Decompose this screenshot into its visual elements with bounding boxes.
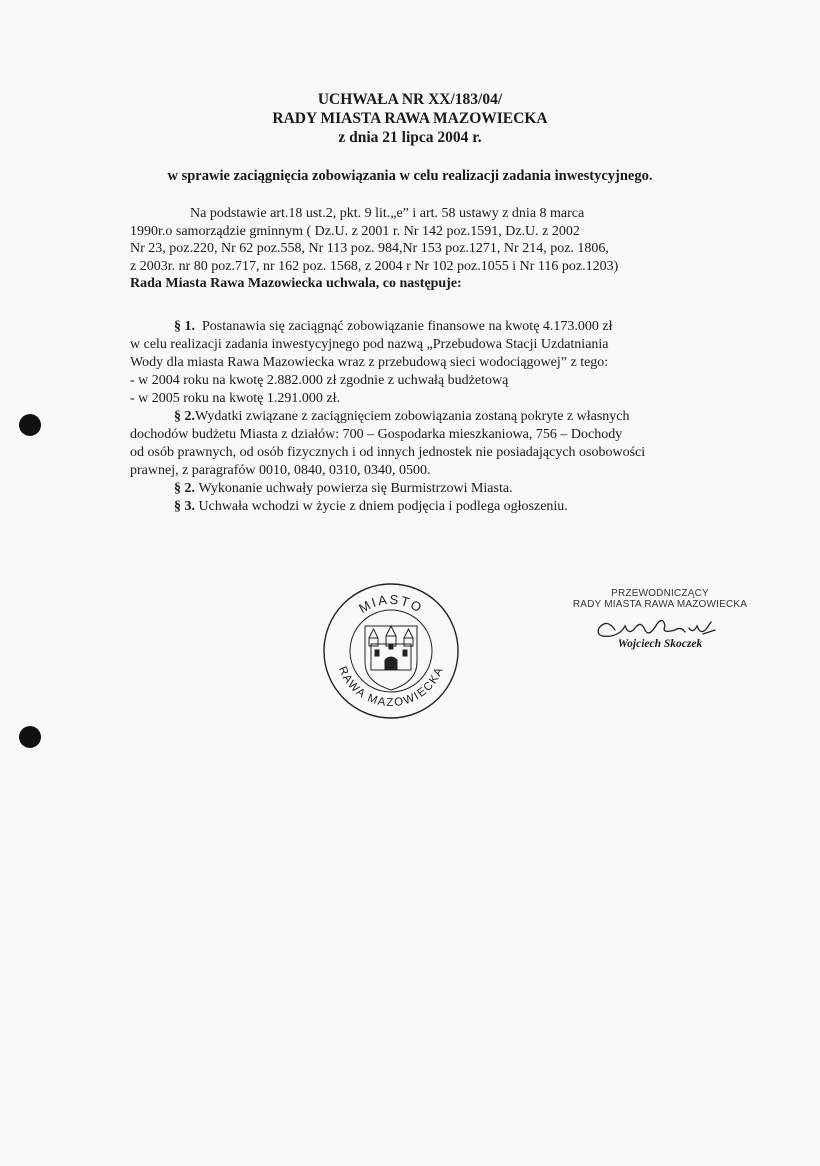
paragraph-2a-line	[130, 408, 645, 426]
basis-line: z 2003r. nr 80 poz.717, nr 162 poz. 1568, z 2004 r Nr 102 poz.1055 i Nr 116 poz.1203)	[130, 258, 619, 274]
paragraph-1-label: § 1.	[174, 319, 195, 334]
town-seal-stamp	[322, 582, 460, 720]
signature-council: RADY MIASTA RAWA MAZOWIECKA	[572, 599, 748, 610]
paragraph-2a-text: Wydatki związane z zaciągnięciem zobowiązania zostaną pokryte z własnych	[195, 409, 630, 424]
paragraph-line: od osób prawnych, od osób fizycznych i od innych jednostek nie posiadających osobowości	[130, 445, 646, 460]
signature-block	[540, 588, 780, 650]
paragraph-2b-text: Wykonanie uchwały powierza się Burmistrzowi Miasta.	[198, 481, 513, 496]
castle-coat-of-arms-icon	[365, 626, 417, 690]
paragraph-2b-line	[130, 480, 645, 498]
paragraph-3-text: Uchwała wchodzi w życie z dniem podjęcia i podlega ogłoszeniu.	[198, 499, 568, 514]
resolution-number: UCHWAŁA NR XX/183/04/	[317, 91, 503, 108]
resolves-line: Rada Miasta Rawa Mazowiecka uchwala, co następuje:	[130, 276, 462, 291]
stamp-top-text: MIASTO	[356, 591, 426, 617]
basis-line: 1990r.o samorządzie gminnym ( Dz.U. z 2001 r. Nr 142 poz.1591, Dz.U. z 2002	[130, 223, 580, 239]
paragraph-2b-label: § 2.	[174, 481, 195, 496]
council-name: RADY MIASTA RAWA MAZOWIECKA	[272, 110, 548, 127]
punch-hole	[19, 414, 41, 436]
basis-line: Nr 23, poz.220, Nr 62 poz.558, Nr 113 poz. 984,Nr 153 poz.1271, Nr 214, poz. 1806,	[130, 241, 609, 256]
resolution-body	[130, 318, 645, 516]
paragraph-line: - w 2005 roku na kwotę 1.291.000 zł.	[130, 391, 340, 406]
svg-text:RAWA MAZOWIECKA	[336, 665, 446, 709]
paragraph-line: - w 2004 roku na kwotę 2.882.000 zł zgodnie z uchwałą budżetową	[130, 373, 509, 388]
legal-basis	[130, 205, 618, 293]
resolution-header	[0, 90, 820, 147]
paragraph-1-text: Postanawia się zaciągnąć zobowiązanie finansowe na kwotę 4.173.000 zł	[202, 319, 613, 334]
punch-hole	[19, 726, 41, 748]
paragraph-line: dochodów budżetu Miasta z działów: 700 – Gospodarka mieszkaniowa, 756 – Dochody	[130, 427, 623, 442]
svg-text:MIASTO	[356, 592, 426, 616]
paragraph-1-line	[130, 318, 645, 336]
paragraph-3-line	[130, 498, 645, 516]
paragraph-2a-label: § 2.	[174, 409, 195, 424]
paragraph-3-label: § 3.	[174, 499, 195, 514]
resolution-date: z dnia 21 lipca 2004 r.	[338, 129, 482, 146]
resolution-subject: w sprawie zaciągnięcia zobowiązania w celu realizacji zadania inwestycyjnego.	[167, 168, 653, 184]
paragraph-line: w celu realizacji zadania inwestycyjnego pod nazwą „Przebudowa Stacji Uzdatniania	[130, 337, 609, 352]
paragraph-line: prawnej, z paragrafów 0010, 0840, 0310, 0340, 0500.	[130, 463, 431, 478]
stamp-bottom-text: RAWA MAZOWIECKA	[335, 664, 447, 710]
signatory-name: Wojciech Skoczek	[617, 638, 703, 650]
signature-role: PRZEWODNICZĄCY	[611, 588, 709, 599]
paragraph-line: Wody dla miasta Rawa Mazowiecka wraz z przebudową sieci wodociągowej” z tego:	[130, 355, 609, 370]
basis-line: Na podstawie art.18 ust.2, pkt. 9 lit.„e” i art. 58 ustawy z dnia 8 marca	[190, 206, 585, 221]
